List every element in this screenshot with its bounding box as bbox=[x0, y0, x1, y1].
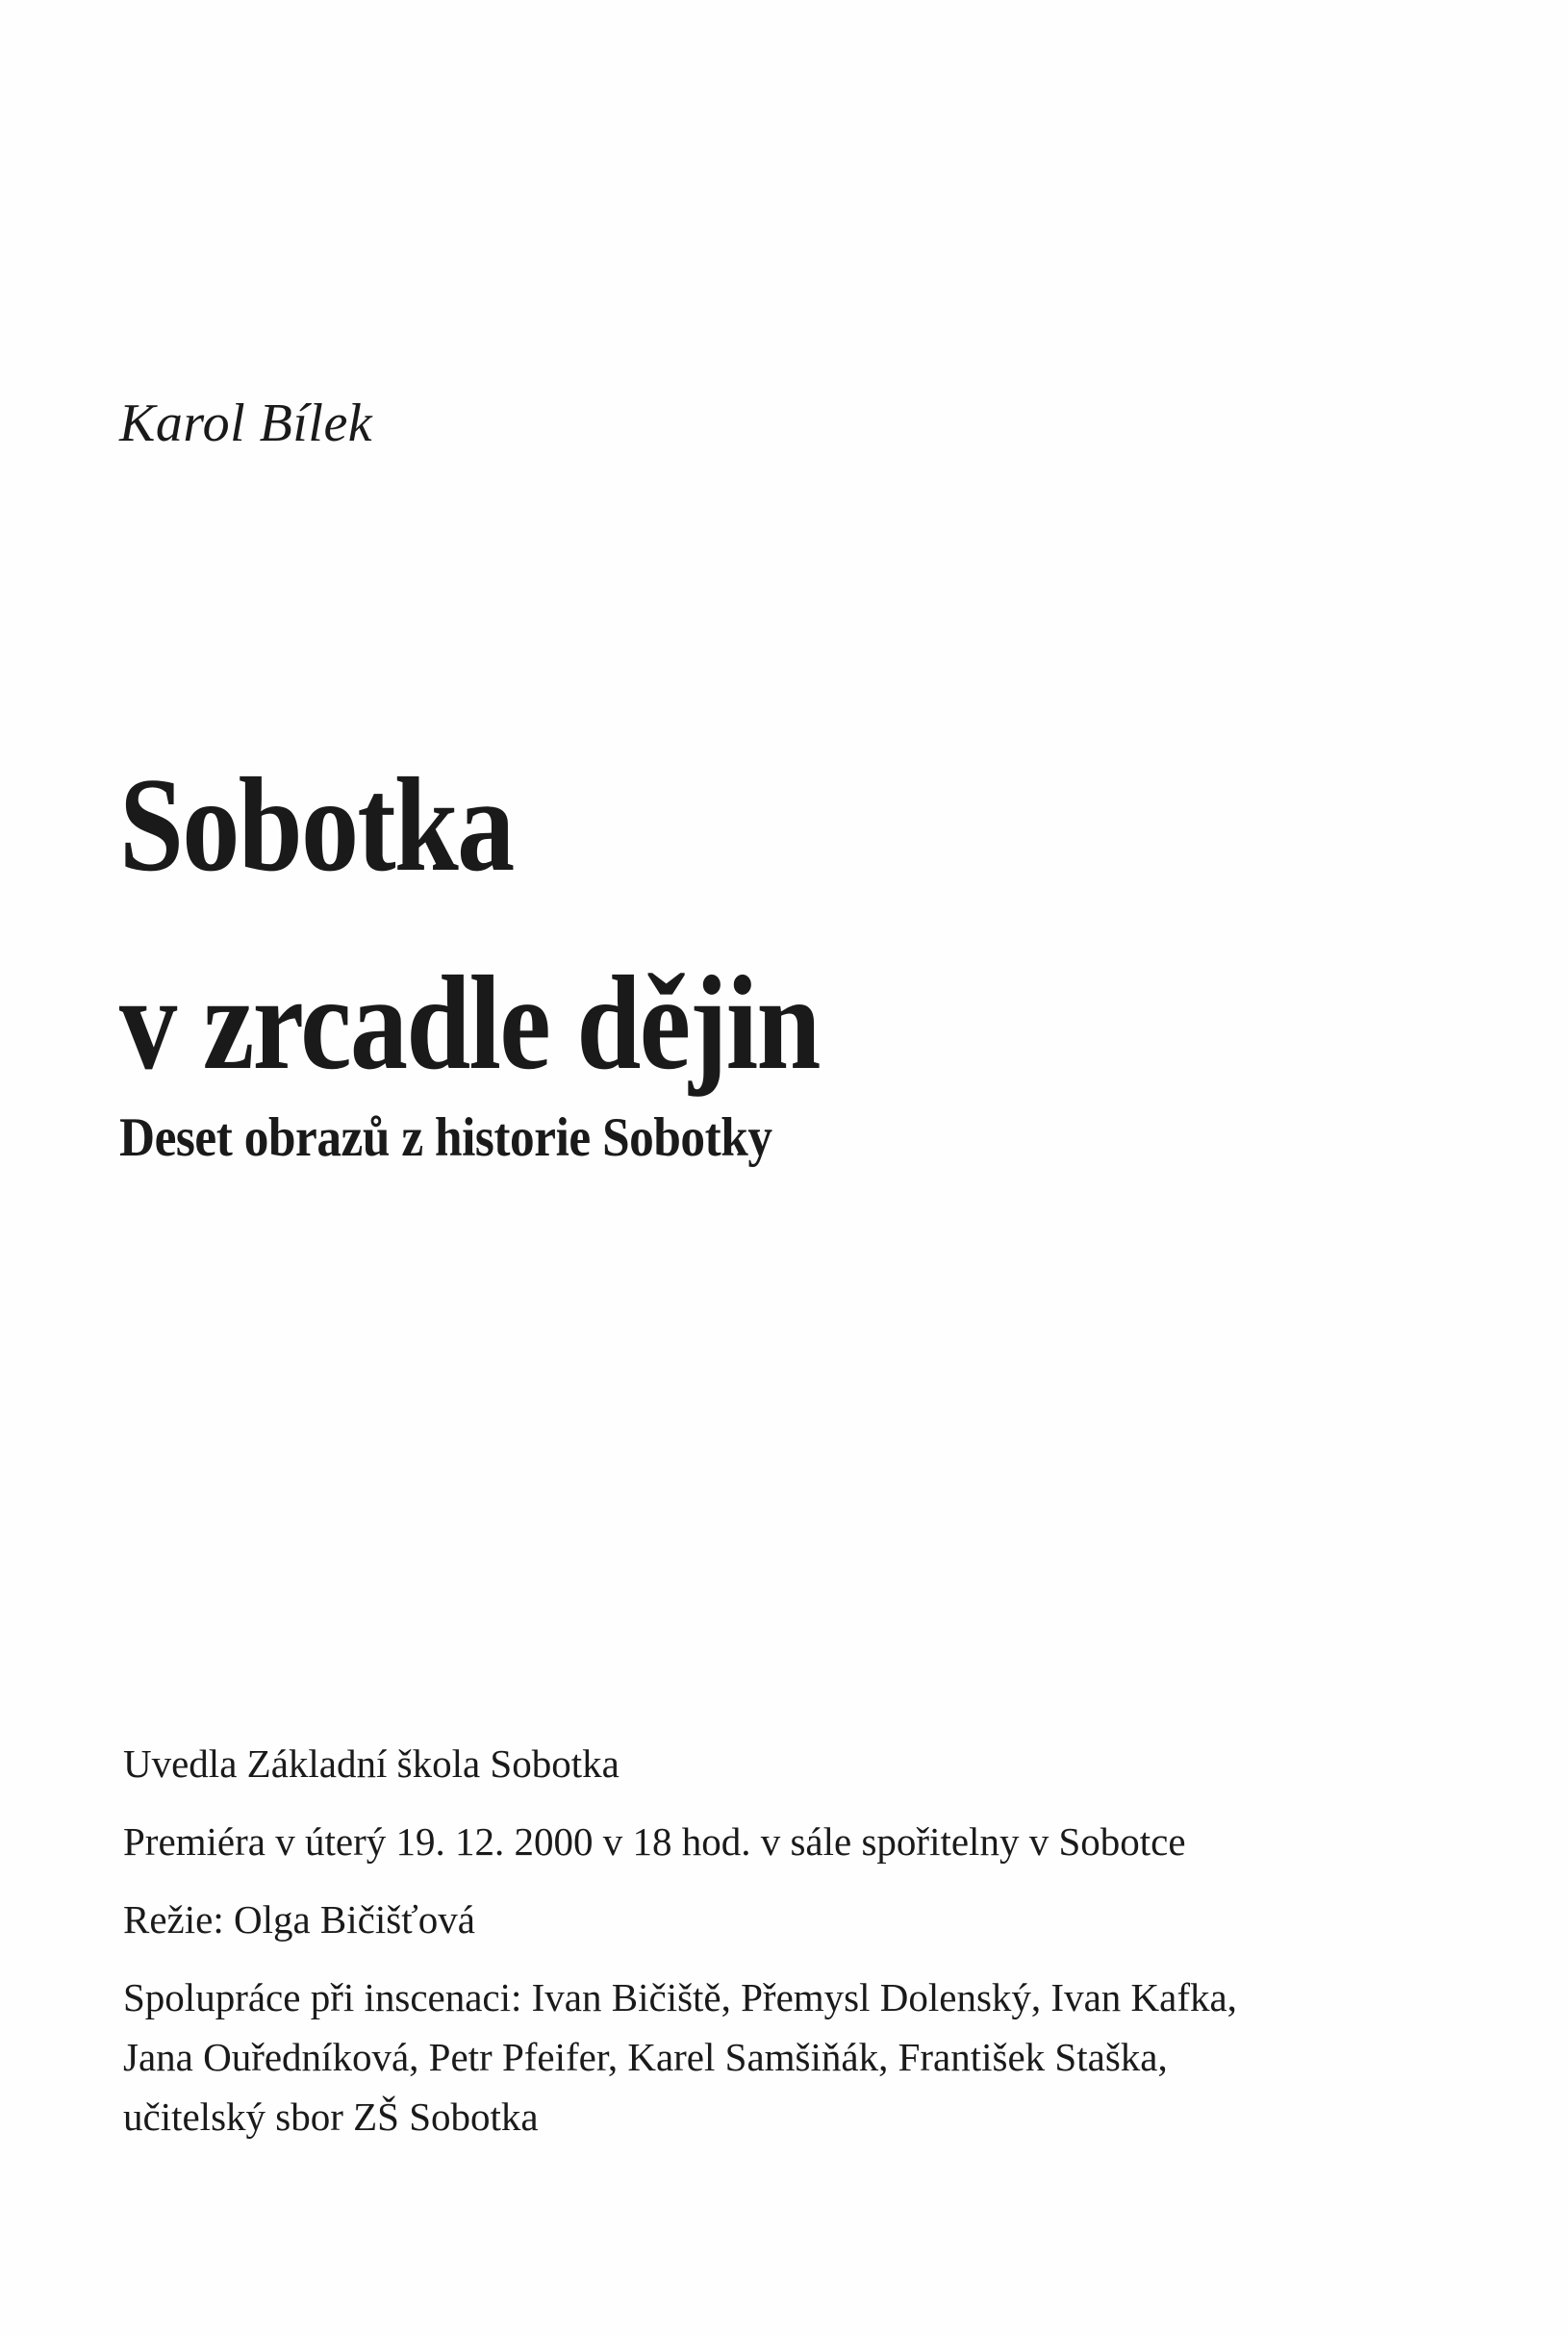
production-credits bbox=[123, 1734, 1431, 2146]
author-name: Karol Bílek bbox=[119, 394, 373, 453]
collaboration-line-1: Spolupráce při inscenaci: Ivan Bičiště, Přemysl Dolenský, Ivan Kafka, bbox=[123, 1975, 1237, 2019]
presented-by-line: Uvedla Základní škola Sobotka bbox=[123, 1741, 620, 1786]
collaboration-line-2: Jana Ouředníková, Petr Pfeifer, Karel Samšiňák, František Staška, bbox=[123, 2035, 1168, 2079]
collaboration-line-3: učitelský sbor ZŠ Sobotka bbox=[123, 2095, 539, 2139]
director-line: Režie: Olga Bičišťová bbox=[123, 1897, 475, 1942]
book-title-line-1: Sobotka bbox=[119, 750, 514, 900]
book-title-line-2: v zrcadle dějin bbox=[119, 949, 820, 1098]
book-title bbox=[119, 726, 820, 1123]
premiere-line: Premiéra v úterý 19. 12. 2000 v 18 hod. v sále spořitelny v Sobotce bbox=[123, 1819, 1186, 1864]
collaboration-paragraph bbox=[123, 1968, 1431, 2146]
book-subtitle: Deset obrazů z historie Sobotky bbox=[119, 1107, 772, 1168]
